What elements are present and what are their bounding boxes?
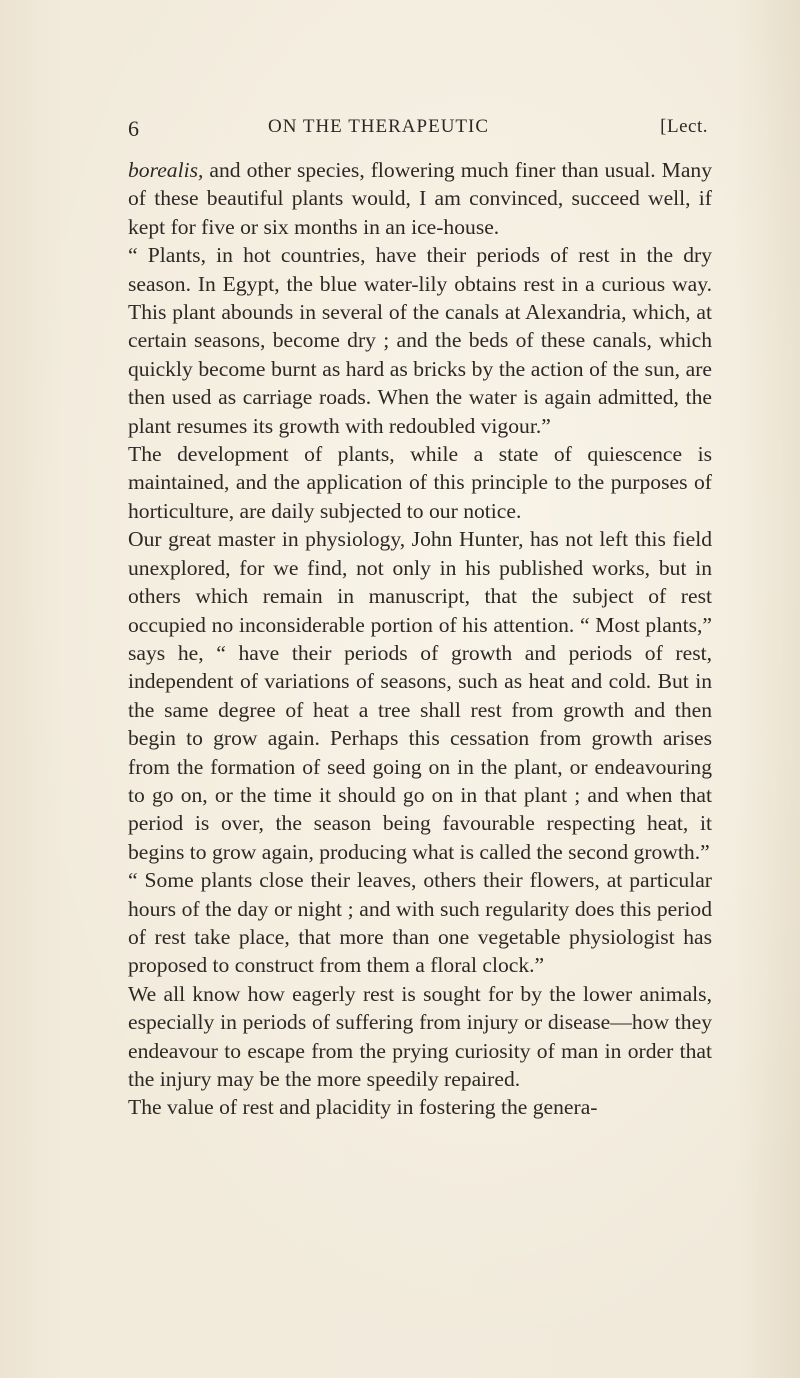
page-number: 6 — [128, 116, 140, 141]
paragraph-3: The development of plants, while a state of quiescence is maintained, and the application of this principle to the purposes of horticulture, are daily subjected to our notice. — [128, 442, 712, 523]
paragraph-2: “ Plants, in hot countries, have their periods of rest in the dry season. In Egypt, the blue water-lily obtains rest in a curious way. This plant abounds in several of the canals at Alexandria, which, at certain seasons, become dry ; and the beds of these canals, which quickly become burnt as hard as bricks by the action of the sun, are then used as carriage roads. When the water is again admitted, the plant resumes its growth with redoubled vigour.” — [128, 243, 712, 438]
paragraph-5: “ Some plants close their leaves, others their flowers, at particular hours of the day or night ; and with such regularity does this period of rest take place, that more than one vegetable physiologist has proposed to construct from them a floral clock.” — [128, 868, 712, 978]
paragraph-7: The value of rest and placidity in fostering the genera- — [128, 1095, 598, 1120]
paragraph-4: Our great master in physiology, John Hunter, has not left this field unexplored, for we find, not only in his published works, but in others which remain in manuscript, that the subject of rest occupied no inconsiderable portion of his attention. “ Most plants,” says he, “ have their periods of growth and periods of rest, independent of variations of seasons, such as heat and cold. But in the same degree of heat a tree shall rest from growth and then begin to grow again. Perhaps this cessation from growth arises from the formation of seed going on in the plant, or endeavouring to go on, or the time it should go on in that plant ; and when that period is over, the season being favourable respecting heat, it begins to grow again, producing what is called the second growth.” — [128, 527, 712, 864]
italic-species-name: borealis, — [128, 158, 204, 182]
lecture-marker — [660, 116, 708, 138]
running-head — [128, 112, 708, 146]
lecture-label: [Lect. — [660, 116, 708, 137]
paragraph-1 — [128, 156, 712, 241]
paragraph-6: We all know how eagerly rest is sought for by the lower animals, especially in periods of suffering from injury or disease—how they endeavour to escape from the prying curiosity of man in order that the injury may be the more speedily repaired. — [128, 981, 712, 1091]
paragraph-text: and other species, flowering much finer than usual. Many of these beautiful plants would, I am convinced, succeed well, if kept for five or six months in an ice-house. — [128, 158, 712, 239]
running-title: ON THE THERAPEUTIC — [268, 116, 490, 137]
body-text — [128, 156, 712, 1122]
